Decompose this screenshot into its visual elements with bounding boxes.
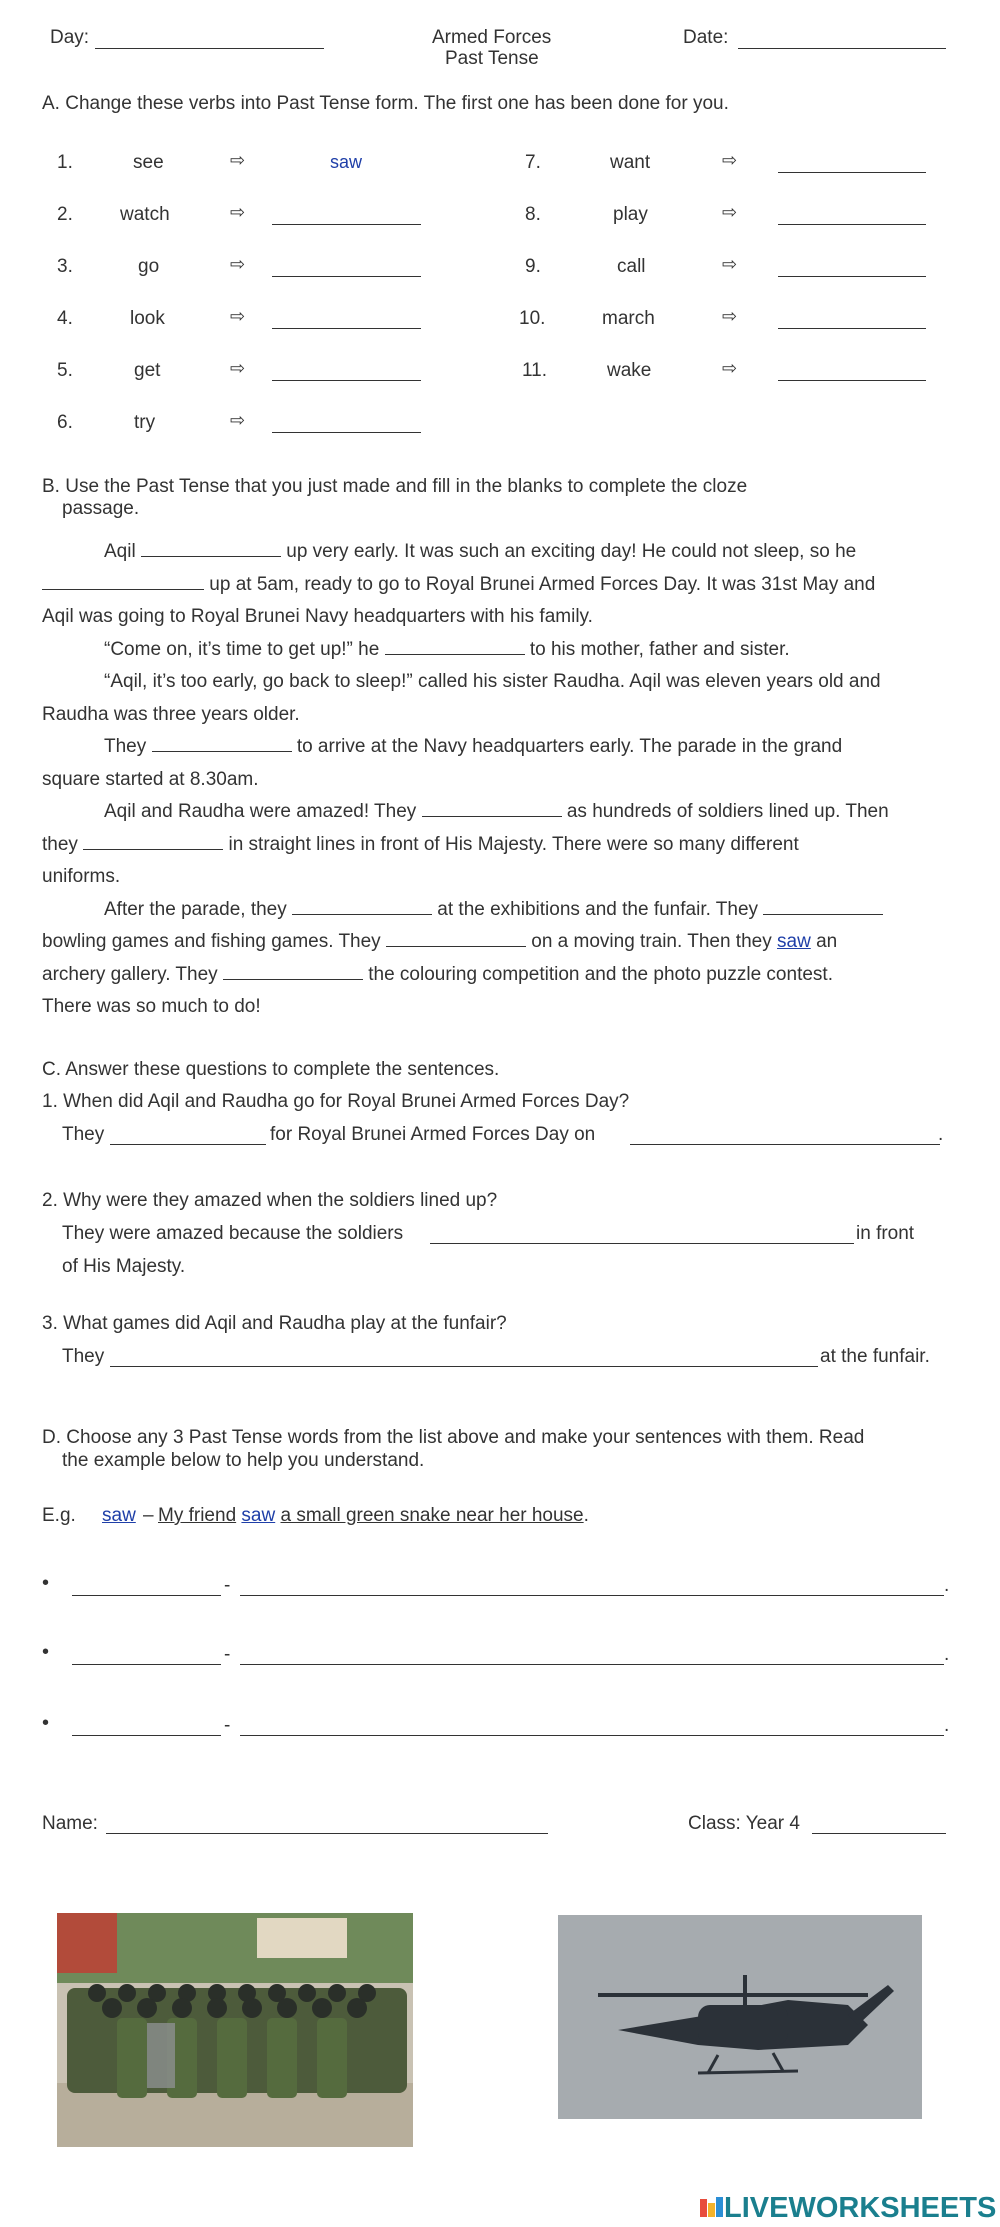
worksheet-subtitle: Past Tense — [445, 48, 539, 69]
arrow-right-icon: ⇨ — [230, 306, 246, 326]
answer-input-call[interactable] — [778, 254, 926, 277]
sentence-input[interactable] — [240, 1713, 944, 1736]
q2-text: They were amazed because the soldiers — [62, 1223, 404, 1244]
example-sentence-end: . — [583, 1505, 589, 1526]
verb-word: call — [617, 256, 646, 277]
q1-text: for Royal Brunei Armed Forces Day on — [270, 1124, 596, 1145]
sentence-input[interactable] — [240, 1573, 944, 1596]
passage-text: square started at 8.30am. — [42, 768, 259, 790]
verb-number: 8. — [525, 204, 541, 225]
q2-text: of His Majesty. — [62, 1256, 186, 1277]
q1-text: They — [62, 1124, 105, 1145]
worksheet-title: Armed Forces — [432, 27, 552, 48]
q3-text: They — [62, 1346, 105, 1367]
verb-word: play — [613, 204, 648, 225]
verb-number: 3. — [57, 256, 73, 277]
day-label: Day: — [50, 27, 90, 48]
sentence-end: . — [944, 1644, 950, 1665]
passage-text: up very early. It was such an exciting day! He could not sleep, so he — [286, 541, 857, 562]
q3-answer[interactable] — [110, 1344, 818, 1367]
soldiers-photo — [57, 1913, 413, 2147]
logo-text: LIVEWORKSHEETS — [724, 2192, 997, 2224]
logo-mark-icon — [700, 2194, 724, 2216]
name-input[interactable] — [106, 1811, 548, 1834]
verb-number: 1. — [57, 152, 73, 173]
passage-text: Aqil and Raudha were amazed! They — [104, 801, 417, 822]
arrow-right-icon: ⇨ — [230, 410, 246, 430]
q1-end: . — [938, 1124, 944, 1145]
q3-text: at the funfair. — [820, 1346, 930, 1367]
verb-number: 6. — [57, 412, 73, 433]
sentence-word-input[interactable] — [72, 1713, 221, 1736]
answer-input-play[interactable] — [778, 202, 926, 225]
q1-answer-verb[interactable] — [110, 1122, 266, 1145]
passage-text: at the exhibitions and the funfair. They — [437, 898, 759, 920]
sentence-dash: - — [224, 1715, 231, 1736]
arrow-right-icon: ⇨ — [230, 202, 246, 222]
cloze-passage — [42, 536, 952, 1024]
q2-answer[interactable] — [430, 1221, 854, 1244]
example-sentence — [158, 1505, 589, 1527]
cloze-blank[interactable] — [223, 963, 363, 980]
day-input[interactable] — [95, 26, 324, 49]
question-1: 1. When did Aqil and Raudha go for Royal Brunei Armed Forces Day? — [42, 1091, 630, 1112]
passage-text: Aqil was going to Royal Brunei Navy headquarters with his family. — [42, 606, 593, 627]
bullet-icon: • — [42, 1572, 50, 1594]
passage-text: as hundreds of soldiers lined up. Then — [566, 801, 889, 822]
arrow-right-icon: ⇨ — [230, 254, 246, 274]
verb-word: look — [130, 308, 165, 329]
verb-number: 7. — [525, 152, 541, 173]
passage-text: After the parade, they — [104, 898, 287, 920]
answer-input-try[interactable] — [272, 410, 421, 433]
example-label: E.g. — [42, 1505, 76, 1526]
section-a-instruction: A. Change these verbs into Past Tense form. The first one has been done for you. — [42, 93, 729, 114]
passage-text: uniforms. — [42, 866, 121, 887]
verb-word: see — [133, 152, 164, 173]
verb-word: go — [138, 256, 160, 277]
example-word: saw — [102, 1505, 136, 1526]
verb-word: watch — [120, 204, 170, 225]
cloze-blank[interactable] — [422, 800, 562, 817]
q1-answer-date[interactable] — [630, 1122, 940, 1145]
passage-text: There was so much to do! — [42, 996, 261, 1017]
example-dash: – — [143, 1505, 154, 1526]
date-label: Date: — [683, 27, 729, 48]
passage-text: They — [104, 736, 147, 757]
passage-text: Aqil — [104, 541, 136, 562]
answer-input-go[interactable] — [272, 254, 421, 277]
sentence-word-input[interactable] — [72, 1642, 221, 1665]
example-word-saw: saw — [777, 931, 811, 952]
arrow-right-icon: ⇨ — [722, 306, 738, 326]
passage-text: archery gallery. They — [42, 963, 218, 985]
bullet-icon: • — [42, 1641, 50, 1663]
sentence-word-input[interactable] — [72, 1573, 221, 1596]
class-label: Class: Year 4 — [688, 1813, 800, 1834]
passage-text: to arrive at the Navy headquarters early. The parade in the grand — [296, 736, 843, 757]
arrow-right-icon: ⇨ — [722, 254, 738, 274]
verb-word: march — [602, 308, 655, 329]
name-label: Name: — [42, 1813, 98, 1834]
section-d-instruction: D. Choose any 3 Past Tense words from the list above and make your sentences with them. Read — [42, 1427, 865, 1448]
question-3: 3. What games did Aqil and Raudha play at the funfair? — [42, 1313, 507, 1334]
arrow-right-icon: ⇨ — [722, 202, 738, 222]
example-sentence-word: saw — [241, 1505, 276, 1526]
section-c-instruction: C. Answer these questions to complete the sentences. — [42, 1059, 500, 1080]
arrow-right-icon: ⇨ — [230, 358, 246, 378]
sentence-dash: - — [224, 1644, 231, 1665]
verb-number: 4. — [57, 308, 73, 329]
verb-number: 2. — [57, 204, 73, 225]
cloze-blank[interactable] — [141, 540, 281, 557]
passage-text: “Aqil, it’s too early, go back to sleep!” called his sister Raudha. Aqil was eleven years old and — [104, 671, 881, 692]
q2-text: in front — [856, 1223, 915, 1244]
cloze-blank[interactable] — [83, 833, 223, 850]
passage-text: up at 5am, ready to go to Royal Brunei Armed Forces Day. It was 31st May and — [209, 573, 876, 595]
date-input[interactable] — [738, 26, 946, 49]
passage-text: in straight lines in front of His Majesty. There were so many different — [228, 833, 799, 855]
answer-input-watch[interactable] — [272, 202, 421, 225]
passage-text: to his mother, father and sister. — [529, 638, 790, 660]
verb-word: get — [134, 360, 161, 381]
arrow-right-icon: ⇨ — [230, 150, 246, 170]
passage-text: they — [42, 833, 78, 855]
passage-text: “Come on, it’s time to get up!” he — [104, 638, 380, 660]
passage-text: the colouring competition and the photo puzzle contest. — [368, 963, 833, 985]
sentence-dash: - — [224, 1575, 231, 1596]
verb-word: want — [610, 152, 651, 173]
class-input[interactable] — [812, 1811, 946, 1834]
sentence-end: . — [944, 1575, 950, 1596]
passage-text: on a moving train. Then they — [531, 931, 772, 952]
passage-text: an — [816, 931, 838, 952]
cloze-blank[interactable] — [152, 735, 292, 752]
sentence-end: . — [944, 1715, 950, 1736]
arrow-right-icon: ⇨ — [722, 150, 738, 170]
helicopter-photo — [558, 1915, 922, 2119]
example-sentence-part: a small green snake near her house — [280, 1505, 584, 1526]
example-answer: saw — [330, 152, 363, 172]
verb-word: wake — [607, 360, 652, 381]
answer-input-look[interactable] — [272, 306, 421, 329]
section-b-instruction-cont: passage. — [62, 498, 140, 519]
cloze-blank[interactable] — [42, 573, 204, 590]
sentence-input[interactable] — [240, 1642, 944, 1665]
verb-number: 11. — [522, 360, 548, 381]
verb-number: 10. — [519, 308, 546, 329]
cloze-blank[interactable] — [385, 638, 525, 655]
liveworksheets-logo — [700, 2192, 996, 2225]
section-b-instruction: B. Use the Past Tense that you just made and fill in the blanks to complete the cloze — [42, 476, 748, 497]
example-sentence-part: My friend — [158, 1505, 237, 1526]
answer-input-get[interactable] — [272, 358, 421, 381]
arrow-right-icon: ⇨ — [722, 358, 738, 378]
verb-number: 5. — [57, 360, 73, 381]
cloze-blank[interactable] — [386, 930, 526, 947]
cloze-blank[interactable] — [292, 898, 432, 915]
cloze-blank[interactable] — [763, 898, 883, 915]
verb-number: 9. — [525, 256, 541, 277]
answer-input-march[interactable] — [778, 306, 926, 329]
verb-word: try — [134, 412, 156, 433]
answer-input-wake[interactable] — [778, 358, 926, 381]
answer-input-want[interactable] — [778, 150, 926, 173]
bullet-icon: • — [42, 1712, 50, 1734]
question-2: 2. Why were they amazed when the soldiers lined up? — [42, 1190, 498, 1211]
passage-text: bowling games and fishing games. They — [42, 931, 381, 952]
section-d-instruction-cont: the example below to help you understand. — [62, 1450, 425, 1471]
passage-text: Raudha was three years older. — [42, 703, 300, 725]
